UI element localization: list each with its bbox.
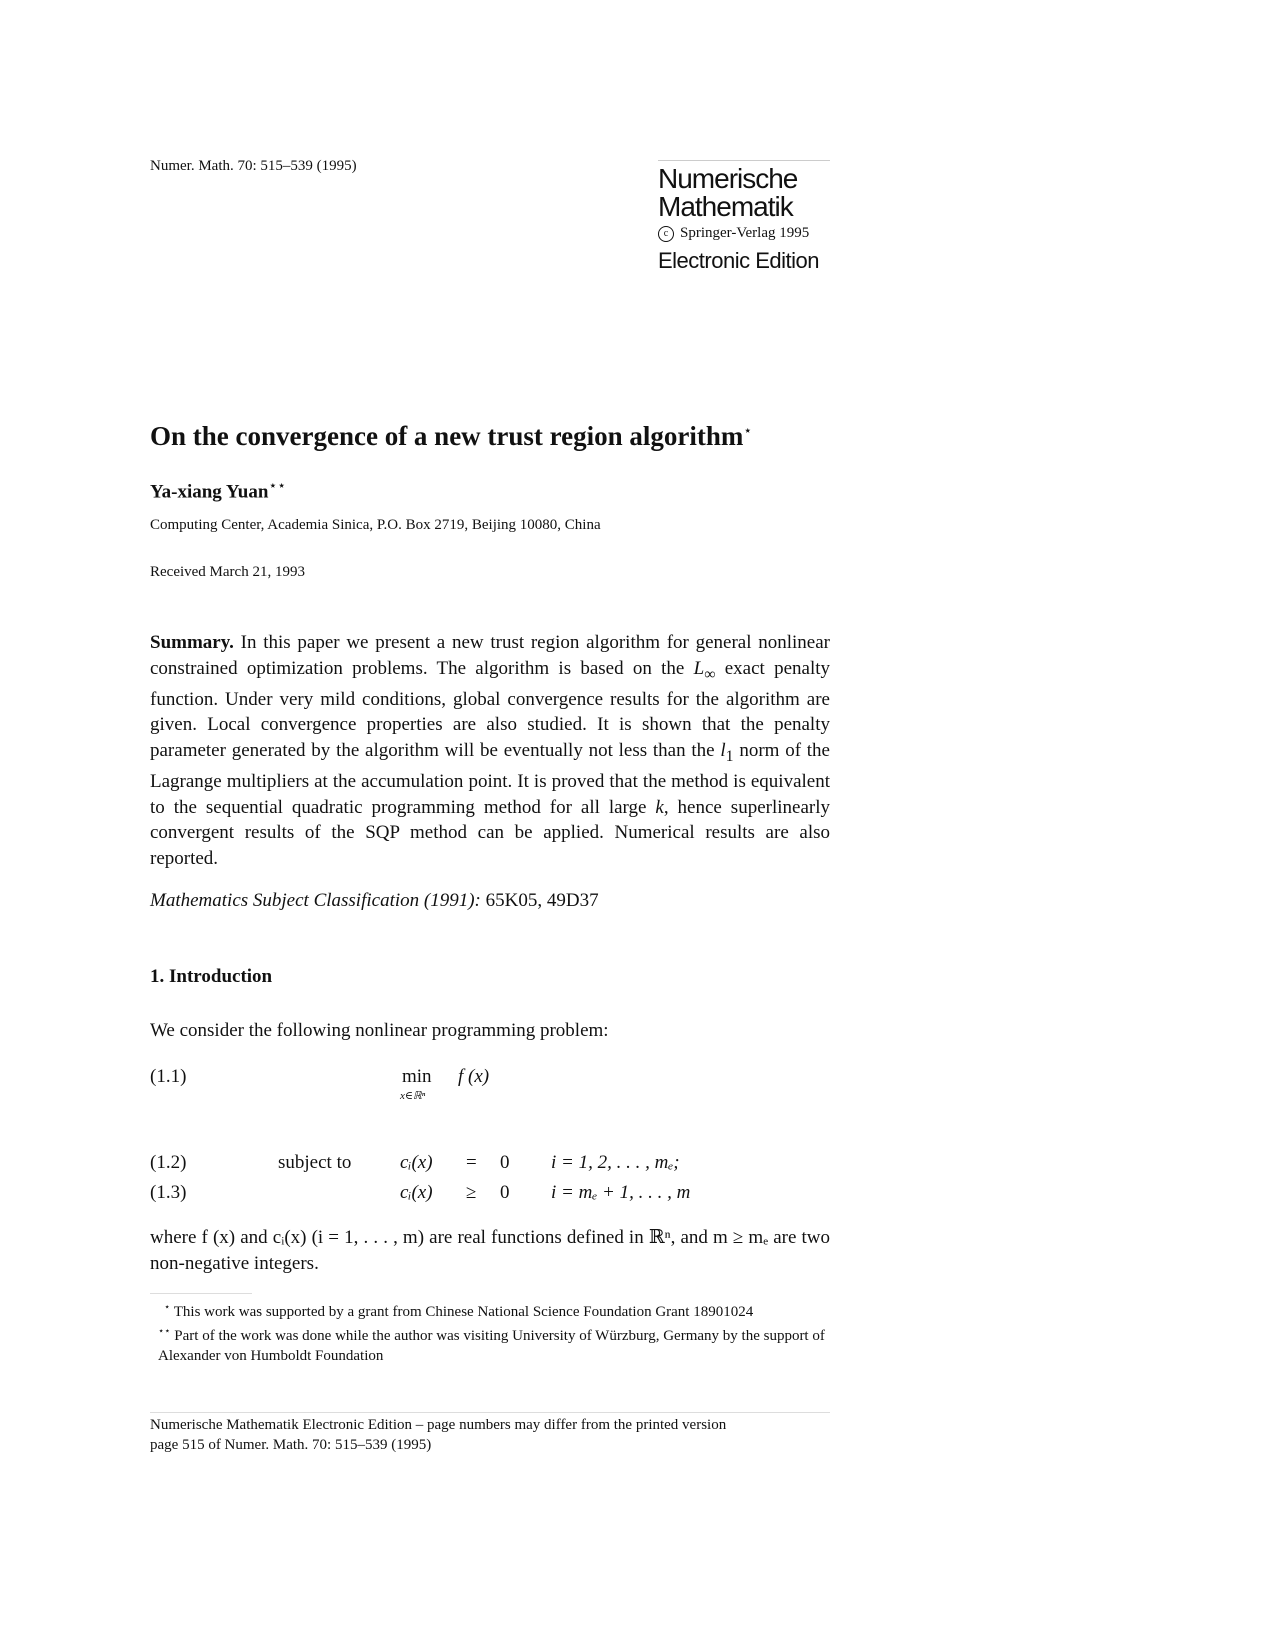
msc-label: Mathematics Subject Classification (1991): (150, 890, 481, 911)
eq3-range: i = mₑ + 1, . . . , m (551, 1182, 691, 1203)
summary-L: L (693, 657, 705, 679)
author-footnote-mark: ⋆⋆ (268, 479, 286, 494)
page-footer (150, 1415, 726, 1455)
subject-to-label: subject to (278, 1152, 352, 1173)
eq2-number: (1.2) (150, 1152, 187, 1173)
copyright (658, 225, 830, 242)
author-name: Ya-xiang Yuan (150, 481, 269, 503)
footnotes (150, 1298, 830, 1366)
author (150, 478, 286, 503)
eq3-relation: ≥ (466, 1182, 477, 1203)
footnote-2 (150, 1322, 830, 1366)
page-footer-divider (150, 1412, 830, 1413)
eq1-min: min (402, 1066, 432, 1087)
section-heading: 1. Introduction (150, 966, 273, 987)
logo-line-1: Numerische (658, 163, 798, 194)
summary-text-1: In this paper we present a new trust region algorithm for general nonlinear constrained optimization problems. The algorithm is based on the (150, 632, 830, 679)
summary-k: k (655, 796, 664, 818)
summary-inf: ∞ (704, 665, 716, 683)
page-footer-line-2: page 515 of Numer. Math. 70: 515–539 (1995) (150, 1437, 432, 1453)
footnote-2-text: Part of the work was done while the author was visiting University of Würzburg, Germany by the support of Alexander von Humboldt Foundation (158, 1328, 825, 1364)
msc-classification (150, 890, 599, 912)
summary-text-2: exact penalty function. Under very mild conditions, global convergence results for the algorithm are given. Local convergence properties are also studied. It is shown that the penalty parameter generated by the algorithm will be eventually not less than the (150, 657, 830, 761)
summary-label: Summary. (150, 632, 234, 653)
copyright-icon: c (658, 226, 674, 242)
eq1-subscript: x∈ℝⁿ (400, 1090, 426, 1102)
summary-one: 1 (725, 747, 734, 765)
page-footer-line-1: Numerische Mathematik Electronic Edition – page numbers may differ from the printed version (150, 1417, 727, 1433)
summary-text-3: norm of the Lagrange multipliers at the accumulation point. It is proved that the method is equivalent to the sequential quadratic programming method for all large (150, 739, 830, 818)
journal-logo (658, 160, 830, 274)
eq2-range: i = 1, 2, . . . , mₑ; (551, 1152, 680, 1173)
logo-line-2: Mathematik (658, 191, 793, 222)
footnote-1-text: This work was supported by a grant from Chinese National Science Foundation Grant 18901024 (173, 1304, 754, 1320)
footnote-1-mark: ⋆ (164, 1302, 171, 1313)
title-text: On the convergence of a new trust region algorithm (150, 421, 744, 451)
affiliation: Computing Center, Academia Sinica, P.O. Box 2719, Beijing 10080, China (150, 517, 601, 533)
footnote-divider (150, 1293, 252, 1294)
eq2-lhs: cᵢ(x) (400, 1152, 433, 1173)
summary-l: l (720, 739, 726, 761)
eq2-relation: = (466, 1152, 477, 1173)
footnote-1 (150, 1298, 830, 1322)
copyright-text: Springer-Verlag 1995 (680, 225, 810, 241)
eq1-objective: f (x) (458, 1066, 490, 1087)
summary-paragraph (150, 630, 830, 871)
eq2-rhs: 0 (500, 1152, 510, 1173)
footnote-2-mark: ⋆⋆ (158, 1326, 171, 1337)
eq3-rhs: 0 (500, 1182, 510, 1203)
eq1-number: (1.1) (150, 1066, 187, 1087)
summary-text-4: , hence superlinearly convergent results of the SQP method can be applied. Numerical results are also reported. (150, 796, 830, 869)
paper-title (150, 421, 752, 452)
eq3-number: (1.3) (150, 1182, 187, 1203)
journal-reference: Numer. Math. 70: 515–539 (1995) (150, 158, 357, 174)
title-footnote-mark: ⋆ (743, 424, 753, 439)
edition-label: Electronic Edition (658, 248, 819, 273)
intro-sentence: We consider the following nonlinear programming problem: (150, 1020, 609, 1041)
eq3-lhs: cᵢ(x) (400, 1182, 433, 1203)
msc-codes: 65K05, 49D37 (485, 890, 599, 911)
received-date: Received March 21, 1993 (150, 564, 305, 580)
where-paragraph: where f (x) and cᵢ(x) (i = 1, . . . , m) are real functions defined in ℝⁿ, and m ≥ mₑ are two non-negative integers. (150, 1227, 830, 1274)
